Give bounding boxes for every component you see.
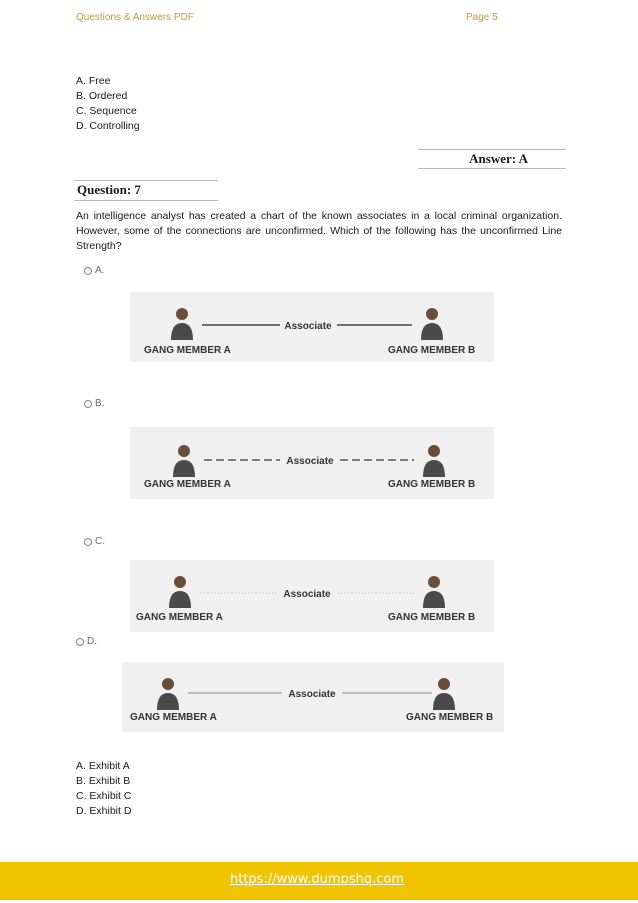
option-b: B. Exhibit B [76,775,131,787]
link-label: Associate [288,689,336,700]
exhibit-d [122,662,504,732]
link-label: Associate [286,456,334,467]
radio-icon [84,538,92,546]
person-icon [173,445,195,477]
member-b-label: GANG MEMBER B [388,345,476,356]
option-b: B. Ordered [76,90,128,102]
member-a-label: GANG MEMBER A [130,712,217,723]
question-title: Question: 7 [77,182,141,197]
option-a: A. Exhibit A [76,760,130,772]
exhibit-c-diagram [130,560,494,632]
radio-icon [76,638,84,646]
option-c: C. Exhibit C [76,790,132,802]
exhibit-a [130,292,494,362]
answer-label: Answer: A [469,151,528,166]
person-icon [171,308,193,340]
answer-box [418,149,566,169]
member-a-label: GANG MEMBER A [136,612,223,623]
question-text: An intelligence analyst has created a chart of the known associates in a local criminal organization. However, some of the connections are unconfirmed. Which of the following has the unconfirmed Line Strength? [76,210,562,252]
radio-option-a[interactable] [84,265,104,276]
exhibit-b-diagram [130,427,494,499]
member-b-label: GANG MEMBER B [406,712,494,723]
radio-icon [84,400,92,408]
link-label: Associate [284,321,332,332]
answer-options [76,759,131,819]
option-d: D. Exhibit D [76,805,132,817]
radio-icon [84,267,92,275]
radio-label: A. [95,265,105,276]
person-icon [423,576,445,608]
page-number: Page 5 [466,12,498,23]
member-b-label: GANG MEMBER B [388,479,476,490]
person-icon [169,576,191,608]
person-icon [157,678,179,710]
radio-label: B. [95,398,105,409]
person-icon [433,678,455,710]
member-b-label: GANG MEMBER B [388,612,476,623]
radio-option-b[interactable] [84,398,104,409]
exhibit-b [130,427,494,499]
option-a: A. Free [76,75,111,87]
header-title: Questions & Answers PDF [76,12,194,23]
person-icon [423,445,445,477]
member-a-label: GANG MEMBER A [144,479,231,490]
radio-label: D. [87,636,97,647]
exhibit-a-diagram [130,292,494,362]
radio-option-d[interactable] [76,636,97,647]
exhibit-d-diagram [122,662,504,732]
person-icon [421,308,443,340]
radio-label: C. [95,536,105,547]
exhibit-c [130,560,494,632]
option-d: D. Controlling [76,120,140,132]
radio-option-c[interactable] [84,536,105,547]
member-a-label: GANG MEMBER A [144,345,231,356]
previous-question-options [76,74,140,134]
footer-link[interactable]: https://www.dumpshq.com [230,872,405,887]
footer-bar [0,862,638,900]
question-box [74,180,218,201]
link-label: Associate [283,589,331,600]
option-c: C. Sequence [76,105,137,117]
